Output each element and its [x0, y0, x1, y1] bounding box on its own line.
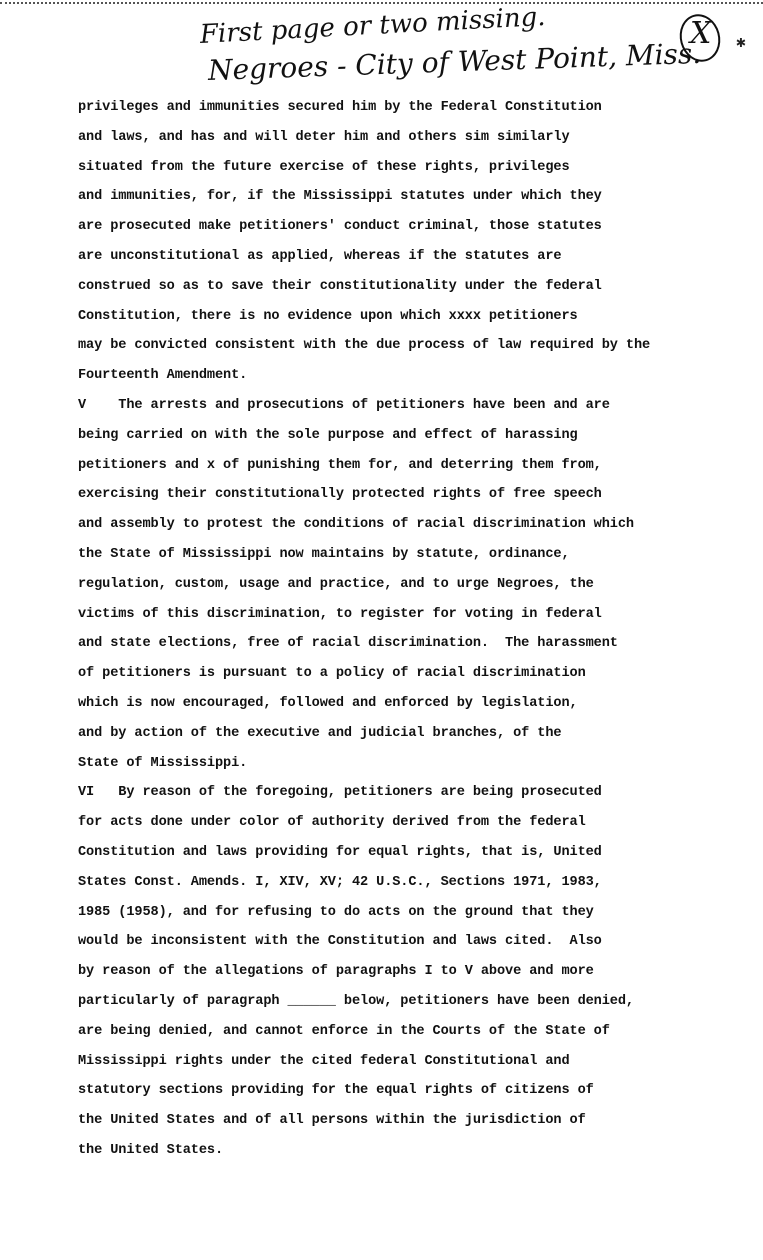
text-line: particularly of paragraph ______ below, petitioners have been denied, [78, 993, 634, 1009]
text-line: are prosecuted make petitioners' conduct criminal, those statutes [78, 219, 602, 235]
text-line: State of Mississippi. [78, 755, 248, 771]
text-line: would be inconsistent with the Constitution and laws cited. Also [78, 934, 602, 950]
text-line: Fourteenth Amendment. [78, 368, 248, 384]
text-line: VI By reason of the foregoing, petitioners are being prosecuted [78, 785, 602, 801]
text-line: and state elections, free of racial discrimination. The harassment [78, 636, 618, 652]
corner-mark-x: X [690, 16, 712, 51]
text-line: petitioners and x of punishing them for, and deterring them from, [78, 457, 602, 473]
text-line: which is now encouraged, followed and enforced by legislation, [78, 695, 578, 711]
text-line: the United States and of all persons within the jurisdiction of [78, 1113, 586, 1129]
text-line: by reason of the allegations of paragraphs I to V above and more [78, 964, 594, 980]
text-line: situated from the future exercise of these rights, privileges [78, 159, 570, 175]
page-edge-perforation [0, 2, 763, 4]
text-line: the State of Mississippi now maintains by statute, ordinance, [78, 546, 570, 562]
text-line: being carried on with the sole purpose and effect of harassing [78, 427, 578, 443]
typed-body-text [78, 93, 738, 1166]
handwritten-note-line-2: Negroes - City of West Point, Miss. [207, 36, 702, 87]
text-line: and immunities, for, if the Mississippi statutes under which they [78, 189, 602, 205]
text-line: for acts done under color of authority derived from the federal [78, 815, 586, 831]
text-line: construed so as to save their constitutionality under the federal [78, 278, 602, 294]
text-line: the United States. [78, 1142, 224, 1158]
text-line: and laws, and has and will deter him and others sim similarly [78, 129, 570, 145]
text-line: are unconstitutional as applied, whereas if the statutes are [78, 248, 562, 264]
text-line: may be convicted consistent with the due process of law required by the [78, 338, 651, 354]
text-line: regulation, custom, usage and practice, and to urge Negroes, the [78, 576, 594, 592]
text-line: of petitioners is pursuant to a policy of racial discrimination [78, 666, 586, 682]
text-line: Constitution and laws providing for equal rights, that is, United [78, 844, 602, 860]
text-line: and by action of the executive and judicial branches, of the [78, 725, 562, 741]
text-line: victims of this discrimination, to register for voting in federal [78, 606, 602, 622]
text-line: Constitution, there is no evidence upon which xxxx petitioners [78, 308, 578, 324]
text-line: and assembly to protest the conditions of racial discrimination which [78, 517, 634, 533]
text-line: V The arrests and prosecutions of petitioners have been and are [78, 397, 610, 413]
text-line: Mississippi rights under the cited federal Constitutional and [78, 1053, 570, 1069]
text-line: exercising their constitutionally protected rights of free speech [78, 487, 602, 503]
text-line: statutory sections providing for the equal rights of citizens of [78, 1083, 594, 1099]
ink-blot-icon: ✱ [736, 34, 746, 52]
text-line: States Const. Amends. I, XIV, XV; 42 U.S.C., Sections 1971, 1983, [78, 874, 602, 890]
text-line: privileges and immunities secured him by the Federal Constitution [78, 100, 602, 115]
text-line: are being denied, and cannot enforce in the Courts of the State of [78, 1023, 610, 1039]
text-line: 1985 (1958), and for refusing to do acts on the ground that they [78, 904, 594, 920]
handwritten-note-line-1: First page or two missing. [199, 1, 547, 50]
